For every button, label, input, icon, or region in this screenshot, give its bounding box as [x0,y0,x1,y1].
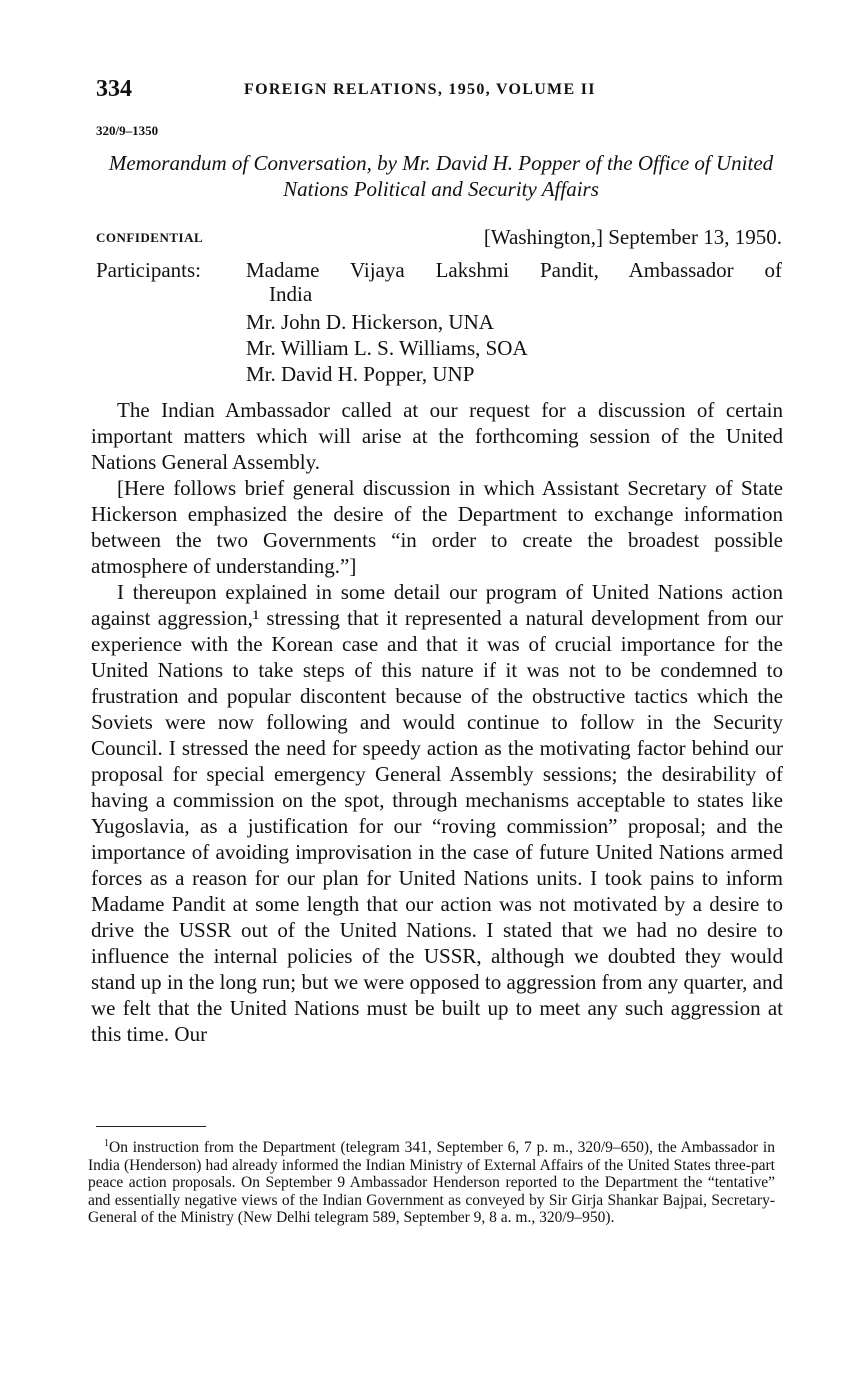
footnote [88,1135,775,1227]
classification-line [96,225,782,253]
page-header [96,76,786,104]
participant-4: Mr. David H. Popper, UNP [246,362,475,386]
dateline: [Washington,] September 13, 1950. [483,225,782,249]
memo-title: Memorandum of Conversation, by Mr. David H. Popper of the Office of United Nations Political and Security Affairs [108,151,774,201]
body-paragraph: [Here follows brief general discussion in which Assistant Secretary of State Hickerson emphasized the desire of the Department to exchange information between the two Governments “in order to create the broadest possible atmosphere of understanding.”] [91,476,783,578]
body-paragraph: I thereupon explained in some detail our program of United Nations action against aggression,¹ stressing that it represented a natural development from our experience with the Korean case and that it was of crucial importance for the United Nations to take steps of this nature if it was not to be condemned to frustration and popular discontent because of the obstructive tactics which the Soviets were now following and would continue to follow in the Security Council. I stressed the need for speedy action as the motivating factor behind our proposal for special emergency General Assembly sessions; the desirability of having a commission on the spot, through mechanisms acceptable to states like Yugoslavia, as a justification for our “roving commission” proposal; and the importance of avoiding improvisation in the case of future United Nations armed forces as a reason for our plan for United Nations units. I took pains to inform Madame Pandit at some length that our action was not motivated by a desire to drive the USSR out of the United Nations. I stated that we had no desire to influence the internal policies of the USSR, although we doubted they would stand up in the long run; but we were opposed to aggression from any quarter, and we felt that the United Nations must be built up to meet any such aggression at this time. Our [91,580,783,1046]
memo-body [91,397,783,1047]
body-paragraph: The Indian Ambassador called at our request for a discussion of certain important matters which will arise at the forthcoming session of the United Nations General Assembly. [91,398,783,474]
footnote-divider [96,1126,206,1127]
footnote-marker: 1 [104,1138,109,1149]
participant-3: Mr. William L. S. Williams, SOA [246,336,528,360]
participants-label: Participants: [96,258,201,282]
participant-1: Madame Vijaya Lakshmi Pandit, Ambassador of [246,258,782,282]
participant-2: Mr. John D. Hickerson, UNA [246,310,494,334]
file-number: 320/9–1350 [96,123,159,138]
footnote-text: On instruction from the Department (telegram 341, September 6, 7 p. m., 320/9–650), the Ambassador in India (Henderson) had already informed the Indian Ministry of External Affairs of the United States three-part peace action proposals. On September 9 Ambassador Henderson reported to the Department the “tentative” and essentially negative views of the Indian Government as conveyed by Sir Girja Shankar Bajpai, Secretary-General of the Ministry (New Delhi telegram 589, September 9, 8 a. m., 320/9–950). [88,1139,775,1227]
page-number: 334 [96,76,132,102]
participant-1-continued: India [269,282,313,306]
running-title: FOREIGN RELATIONS, 1950, VOLUME II [244,81,596,98]
classification-label: CONFIDENTIAL [96,230,204,245]
